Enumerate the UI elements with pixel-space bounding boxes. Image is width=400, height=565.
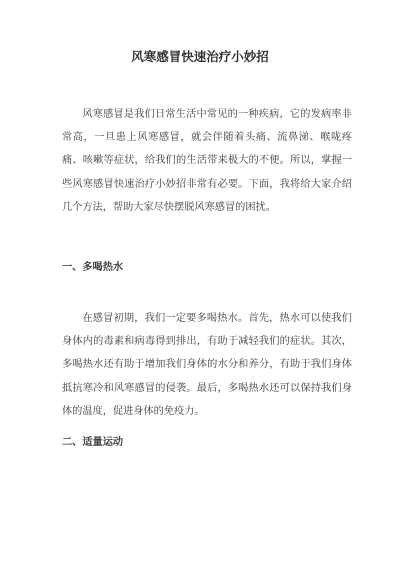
section-heading-exercise: 二、适量运动 [62,436,124,448]
section-heading-drink-water: 一、多喝热水 [62,261,124,273]
intro-paragraph: 风寒感冒是我们日常生活中常见的一种疾病，它的发病率非常高，一旦患上风寒感冒，就会伴随着头痛、流鼻涕、喉咙疼痛、咳嗽等症状，给我们的生活带来极大的不便。所以，掌握一些风寒感冒快速治疗小妙招非常有必要。下面，我将给大家介绍几个方法，帮助大家尽快摆脱风寒感冒的困扰。 [62,109,352,213]
section-body-drink-water: 在感冒初期，我们一定要多喝热水。首先，热水可以使我们身体内的毒素和病毒得到排出，有助于减轻我们的症状。其次，多喝热水还有助于增加我们身体的水分和养分，有助于我们身体抵抗寒冷和风寒感冒的侵袭。最后，多喝热水还可以保持我们身体的温度，促进身体的免疫力。 [62,313,352,417]
document-title: 风寒感冒快速治疗小妙招 [131,49,269,64]
